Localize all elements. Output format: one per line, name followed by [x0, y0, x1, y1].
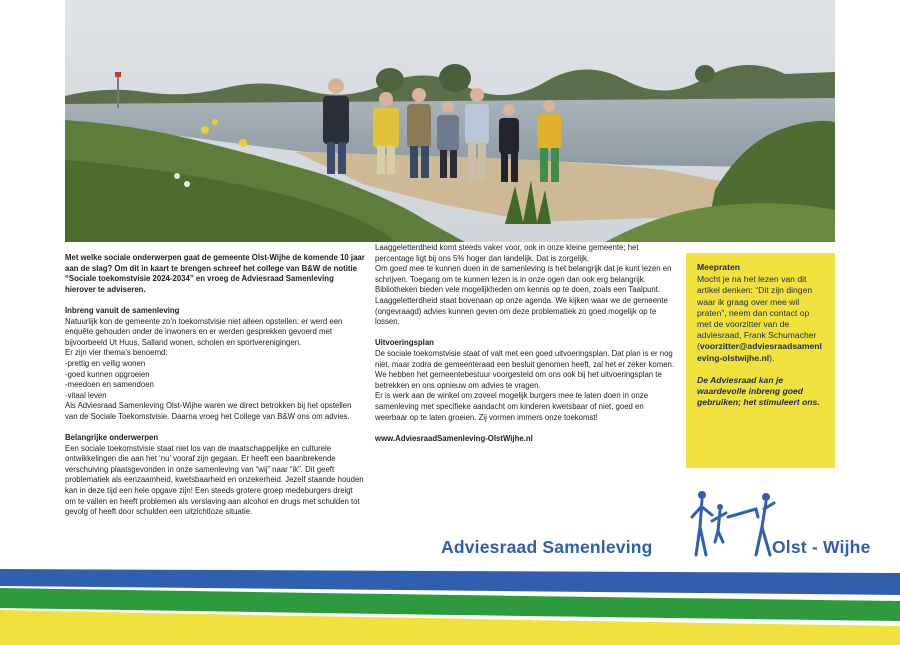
contact-callout — [686, 253, 835, 468]
themes-intro: Er zijn vier thema’s benoemd: — [65, 348, 168, 358]
paragraph-werk: Er is werk aan de winkel om zoveel mogelijk burgers mee te laten doen in onze samenleving met specifieke aandacht om kinderen kwetsbaar of niet, goed en weerbaar op te laten groeien. Zij vormen immers onze toekomst! — [375, 391, 649, 422]
logo-text-adviesraad: Adviesraad Samenleving — [441, 537, 653, 557]
article-column-2 — [375, 243, 675, 444]
article-intro: Met welke sociale onderwerpen gaat de gemeente Olst-Wijhe de komende 10 jaar aan de slag? Om dit in kaart te brengen schreef het college van B&W de notitie “Sociale toekomstvisie 2024-2034” en vroeg de Adviesraad Samenleving hierover te adviseren. — [65, 253, 365, 294]
paragraph-laaggeletterdheid: Laaggeletterdheid komt steeds vaker voor, ook in onze kleine gemeente; het percentage ligt bij ons 5% hoger dan landelijk. Dat is zorgelijk. — [375, 243, 639, 263]
paragraph-agenda: Laaggeletterdheid staat bovenaan op onze agenda. We kijken waar we de gemeente (ongevraagd) advies kunnen geven om deze problematiek zo goed mogelijk op te lossen. — [375, 295, 668, 327]
theme-item: -prettig en veilig wonen — [65, 358, 146, 368]
decorative-stripes — [0, 548, 900, 645]
section-paragraph: Een sociale toekomstvisie staat niet los van de maatschappelijke en culturele ontwikkelingen die aan het ‘nu’ vooraf zijn gegaan. Er heeft een baanbrekende verschuiving plaatsgevonden in onze samenleving van “wij” naar “ik”. Dit geeft problematiek als eenzaamheid, kwetsbaarheid en onzekerheid. Jezelf staande houden kan in deze tijd een hele opgave zijn! Een steeds grotere groep medeburgers dreigt om te vallen en heeft problemen als verslaving aan alcohol en drugs met schulden tot gevolg of heeft door schulden een uitzichtloze situatie. — [65, 443, 364, 517]
website-link[interactable]: www.AdviesraadSamenleving-OlstWijhe.nl — [375, 433, 533, 443]
theme-item: -meedoen en samendoen — [65, 380, 154, 390]
theme-item: -vitaal leven — [65, 390, 107, 400]
section-heading-uitvoeringsplan: Uitvoeringsplan — [375, 338, 434, 348]
section-paragraph: Natuurlijk kon de gemeente zo’n toekomstvisie niet alleen opstellen: er werd een enquête gehouden onder de inwoners en er werden gesprekken gevoerd met bijvoorbeeld Ut Huus, Salland wonen, scholen en sportverenigingen. — [65, 316, 343, 347]
logo-text-olst-wijhe: Olst - Wijhe — [772, 537, 871, 557]
section-paragraph: Als Adviesraad Samenleving Olst-Wijhe waren we direct betrokken bij het opstellen van de Sociale Toekomstvisie. Daarna vroeg het College van B&W ons om advies. — [65, 401, 352, 421]
hero-photo — [65, 0, 835, 242]
section-heading-onderwerpen: Belangrijke onderwerpen — [65, 433, 159, 443]
contact-open: ( — [697, 341, 700, 352]
callout-body: Mocht je na het lezen van dit artikel denken: “Dit zijn dingen waar ik graag over mee wil praten”, neem dan contact op met de voorzitter van de adviesraad, Frank Schumacher — [697, 274, 817, 341]
logo-figures-icon — [690, 487, 776, 557]
callout-text — [697, 274, 824, 364]
section-heading-inbreng: Inbreng vanuit de samenleving — [65, 305, 180, 315]
callout-closing: De Adviesraad kan je waardevolle inbreng goed gebruiken; het stimuleert ons. — [697, 374, 820, 408]
article-column-1 — [65, 253, 365, 518]
theme-item: -goed kunnen opgroeien — [65, 369, 150, 379]
contact-close: ). — [769, 352, 775, 363]
paragraph-uitvoeringsplan: De sociale toekomstvisie staat of valt met een goed uitvoeringsplan. Dat plan is er nog niet, maar zodra de gemeenteraad een besluit genomen heeft, zal het er zeker komen. We hebben het gemeentebestuur voorgesteld om ons ook bij het uitvoeringsplan te betrekken en ons opnieuw om advies te vragen. — [375, 348, 675, 390]
contact-email-link[interactable]: voorzitter@adviesraadsamenleving-olstwijhe.nl — [697, 341, 822, 363]
paragraph-lezen: Om goed mee te kunnen doen in de samenleving is het belangrijk dat je kunt lezen en schrijven. Toegang om te kunnen lezen is in onze ogen dan ook erg belangrijk. Bibliotheken bieden vele mogelijkheden om kennis op te doen, zoals een Taalpunt. — [375, 264, 672, 295]
callout-heading: Meepraten — [697, 262, 740, 272]
group-photo-riverside — [65, 0, 835, 242]
